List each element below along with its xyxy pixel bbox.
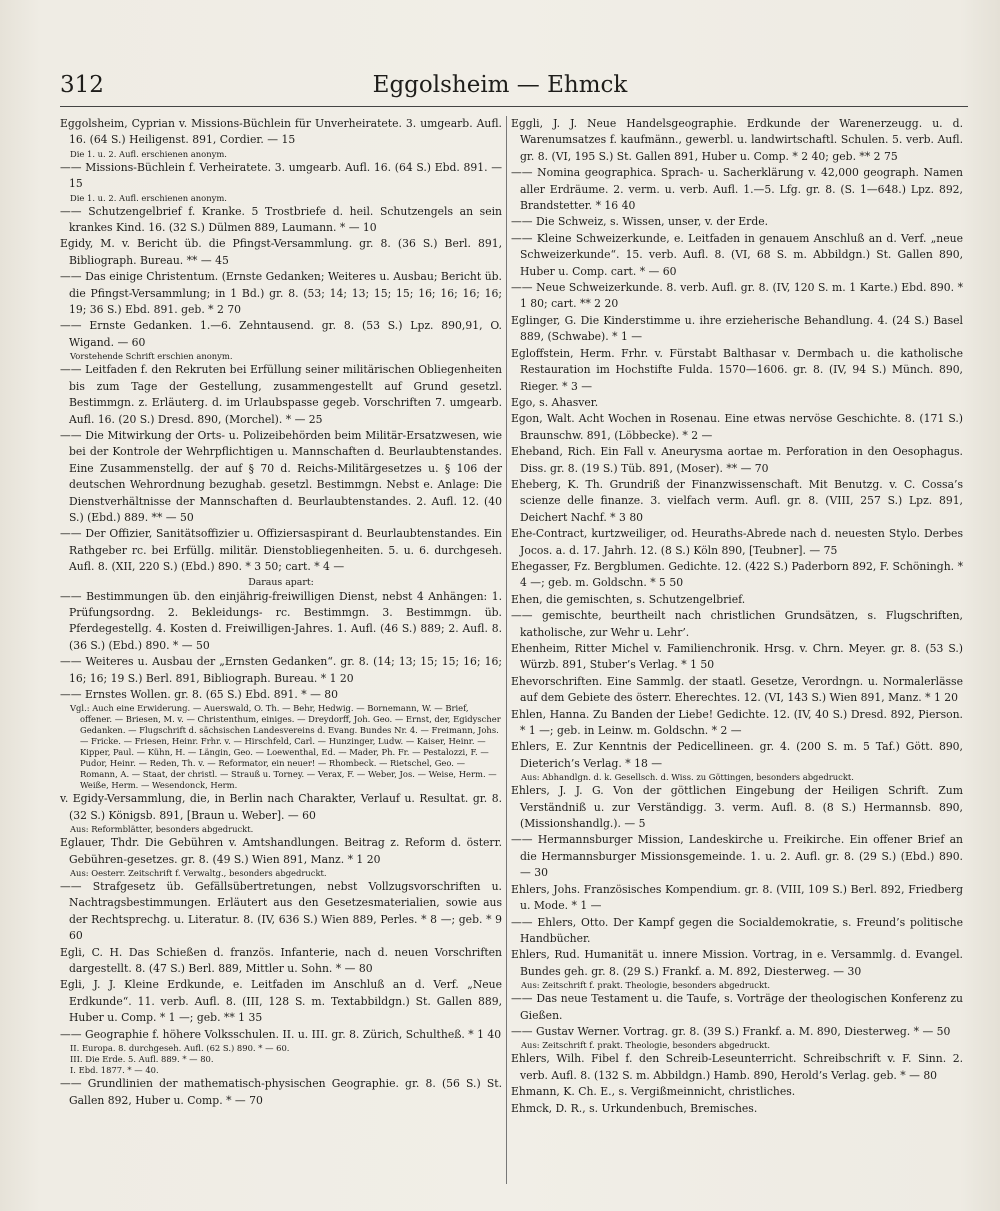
entry-note: Aus: Reformblätter, besonders abgedruckt. [70,824,254,835]
bibliography-entry: Ehmck, D. R., s. Urkundenbuch, Bremisches. [511,1101,758,1115]
bibliography-entry: —— Schutzengelbrief f. Kranke. 5 Trostbriefe d. heil. Schutzengels an sein krankes Kind. 16. (32 S.) Dülmen 889, Laumann. * — 10 [60,204,502,235]
bibliography-entry: —— Geographie f. höhere Volksschulen. II. u. III. gr. 8. Zürich, Schultheß. * 1 40 [60,1027,502,1041]
bibliography-entry: Egon, Walt. Acht Wochen in Rosenau. Eine etwas nervöse Geschichte. 8. (171 S.) Braunschw. 891, (Löbbecke). * 2 — [511,412,963,442]
page-number: 312 [60,72,104,98]
bibliography-entry: Ehlers, J. J. G. Von der göttlichen Eingebung der Heiligen Schrift. Zum Verständniß u. zur Verständigg. 3. verm. Aufl. 8. (8 S.) Hermannsb. 890, (Missionshandlg.). — 5 [511,784,963,831]
bibliography-entry: —— Die Schweiz, s. Wissen, unser, v. der Erde. [511,215,769,229]
header-rule [60,106,968,107]
section-heading: Daraus apart: [248,576,314,588]
bibliography-entry: —— Missions-Büchlein f. Verheiratete. 3. umgearb. Aufl. 16. (64 S.) Ebd. 891. — 15 [60,160,502,191]
bibliography-entry: —— Der Offizier, Sanitätsoffizier u. Offiziersaspirant d. Beurlaubtenstandes. Ein Rathgeber rc. bei Erfüllg. militär. Dienstobliegenheiten. 5. u. 6. durchgeseh. Aufl. 8. (XII, 220 S.) (Ebd.) 890. * 3 50; cart. * 4 — [60,527,502,574]
column-divider [506,116,507,1184]
bibliography-entry: Ehlers, Johs. Französisches Kompendium. gr. 8. (VIII, 109 S.) Berl. 892, Friedberg u. Mode. * 1 — [511,882,963,913]
left-column [60,116,502,1109]
bibliography-entry: Ehlen, Hanna. Zu Banden der Liebe! Gedichte. 12. (IV, 40 S.) Dresd. 892, Pierson. * 1 —; geb. in Leinw. m. Goldschn. * 2 — [511,707,963,738]
bibliography-entry: Ehlers, Rud. Humanität u. innere Mission. Vortrag, in e. Versammlg. d. Evangel. Bundes geh. gr. 8. (29 S.) Frankf. a. M. 892, Diesterweg. — 30 [511,948,963,978]
bibliography-entry: Eglauer, Thdr. Die Gebühren v. Amtshandlungen. Beitrag z. Reform d. österr. Gebühren-gesetzes. gr. 8. (49 S.) Wien 891, Manz. * 1 20 [60,836,502,866]
entry-note: Aus: Zeitschrift f. prakt. Theologie, besonders abgedruckt. [521,980,771,991]
bibliography-entry: —— Bestimmungen üb. den einjährig-freiwilligen Dienst, nebst 4 Anhängen: 1. Prüfungsordng. 2. Bekleidungs- rc. Bestimmgn. 3. Bestimmgn. üb. Pferdegestellg. 4. Kosten d. Freiwilligen-Jahres. 1. Aufl. (46 S.) 889; 2. Aufl. 8. (36 S.) (Ebd.) 890. * — 50 [60,589,502,652]
bibliography-entry: Ehlers, E. Zur Kenntnis der Pedicellineen. gr. 4. (200 S. m. 5 Taf.) Gött. 890, Dieterich’s Verlag. * 18 — [511,740,963,770]
entry-note: Die 1. u. 2. Aufl. erschienen anonym. [70,192,227,203]
bibliography-entry: Eheband, Rich. Ein Fall v. Aneurysma aortae m. Perforation in den Oesophagus. Diss. gr. 8. (19 S.) Tüb. 891, (Moser). ** — 70 [511,445,963,475]
right-column [511,116,963,1117]
bibliography-entry: —— Hermannsburger Mission, Landeskirche u. Freikirche. Ein offener Brief an die Hermannsburger Missionsgemeinde. 1. u. 2. Aufl. gr. 8. (29 S.) (Ebd.) 890. — 30 [511,833,963,880]
bibliography-entry: —— Strafgesetz üb. Gefällsübertretungen, nebst Vollzugsvorschriften u. Nachtragsbestimmungen. Erläutert aus den Gesetzesmaterialien, sowie aus der Rechtsprechg. u. Literatur. 8. (IV, 636 S.) Wien 889, Perles. * 8 —; geb. * 9 60 [60,880,502,943]
bibliography-entry: Eggli, J. J. Neue Handelsgeographie. Erdkunde der Warenerzeugg. u. d. Warenumsatzes f. kaufmänn., gewerbl. u. landwirtschaftl. Schulen. 5. verb. Aufl. gr. 8. (VI, 195 S.) St. Gallen 891, Huber u. Comp. * 2 40; geb. ** 2 75 [511,117,963,163]
entry-note: Aus: Abhandlgn. d. k. Gesellsch. d. Wiss. zu Göttingen, besonders abgedruckt. [521,772,854,783]
bibliography-entry: —— Die Mitwirkung der Orts- u. Polizeibehörden beim Militär-Ersatzwesen, wie bei der Kontrole der Wehrpflichtigen u. Mannschaften d. Beurlaubtenstandes. Eine Zusammenstellg. der auf § 70 d. Reichs-Militärgesetzes u. § 106 der deutschen Wehrordnung bezughab. gesetzl. Bestimmgn. Nebst e. Anlage: Die Dienstverhältnisse der Mannschaften d. Beurlaubtenstandes. 2. Aufl. 12. (40 S.) (Ebd.) 889. ** — 50 [60,428,502,524]
bibliography-entry: —— Ernstes Wollen. gr. 8. (65 S.) Ebd. 891. * — 80 [60,688,339,701]
bibliography-entry: Eheberg, K. Th. Grundriß der Finanzwissenschaft. Mit Benutzg. v. C. Cossa’s scienze delle finanze. 3. vielfach verm. Aufl. gr. 8. (VIII, 257 S.) Lpz. 891, Deichert Nachf. * 3 80 [511,477,963,524]
bibliography-entry: —— Das einige Christentum. (Ernste Gedanken; Weiteres u. Ausbau; Bericht üb. die Pfingst-Versammlung; in 1 Bd.) gr. 8. (53; 14; 13; 15; 15; 16; 16; 16; 16; 19; 36 S.) Ebd. 891. geb. * 2 70 [60,270,502,317]
bibliography-entry: —— Neue Schweizerkunde. 8. verb. Aufl. gr. 8. (IV, 120 S. m. 1 Karte.) Ebd. 890. * 1 80; cart. ** 2 20 [511,281,963,311]
bibliography-entry: Eggolsheim, Cyprian v. Missions-Büchlein für Unverheiratete. 3. umgearb. Aufl. 16. (64 S.) Heiligenst. 891, Cordier. — 15 [60,117,502,147]
bibliography-entry: —— Ehlers, Otto. Der Kampf gegen die Socialdemokratie, s. Freund’s politische Handbücher. [511,915,963,945]
entry-note: Vgl.: Auch eine Erwiderung. — Auerswald, O. Th. — Behr, Hedwig. — Bornemann, W. — Brief, offener. — Briesen, M. v. — Christenthum, einiges. — Dreydorff, Joh. Geo. — Ernst, der, Egidyscher Gedanken. — Flugschrift d. sächsischen Landesvereins d. Evang. Bundes Nr. 4. — Freimann, Johs. — Fricke. — Friesen, Heinr. Frhr. v. — Hirschfeld, Carl. — Hunzinger, Ludw. — Kaiser, Heinr. — Kipper, Paul. — Kühn, H. — Längin, Geo. — Loewenthal, Ed. — Mader, Ph. Fr. — Pestalozzi, F. — Pudor, Heinr. — Reden, Th. v. — Reformator, ein neuer! — Rhombeck. — Rietschel, Geo. — Romann, A. — Staat, der christl. — Strauß u. Torney. — Verax, F. — Weber, Jos. — Weise, Herm. — Weiße, Herm. — Wesendonck, Herm. [70,703,501,791]
bibliography-entry: Ehen, die gemischten, s. Schutzengelbrief. [511,592,746,606]
entry-note: Aus: Zeitschrift f. prakt. Theologie, besonders abgedruckt. [521,1040,771,1051]
bibliography-entry: —— Leitfaden f. den Rekruten bei Erfüllung seiner militärischen Obliegenheiten bis zum Tage der Gestellung, zusammengestellt auf Grund gesetzl. Bestimmgn. z. Erläuterg. d. im Urlaubspasse gegeb. Vorschriften 7. umgearb. Aufl. 16. (20 S.) Dresd. 890, (Morchel). * — 25 [60,363,502,426]
bibliography-entry: Eglinger, G. Die Kinderstimme u. ihre erzieherische Behandlung. 4. (24 S.) Basel 889, (Schwabe). * 1 — [511,313,963,344]
bibliography-entry: —— gemischte, beurtheilt nach christlichen Grundsätzen, s. Flugschriften, katholische, zur Wehr u. Lehr’. [511,609,963,639]
bibliography-entry: —— Nomina geographica. Sprach- u. Sacherklärung v. 42,000 geograph. Namen aller Erdräume. 2. verm. u. verb. Aufl. 1.—5. Lfg. gr. 8. (S. 1—648.) Lpz. 892, Brandstetter. * 16 40 [511,166,963,213]
bibliography-entry: v. Egidy-Versammlung, die, in Berlin nach Charakter, Verlauf u. Resultat. gr. 8. (32 S.) Königsb. 891, [Braun u. Weber]. — 60 [60,792,502,822]
bibliography-entry: —— Das neue Testament u. die Taufe, s. Vorträge der theologischen Konferenz zu Gießen. [511,992,963,1022]
entry-note: II. Europa. 8. durchgeseh. Aufl. (62 S.) 890. * — 60. [70,1043,290,1054]
entry-note: Vorstehende Schrift erschien anonym. [70,351,233,362]
bibliography-entry: —— Ernste Gedanken. 1.—6. Zehntausend. gr. 8. (53 S.) Lpz. 890,91, O. Wigand. — 60 [60,319,502,349]
entry-note: Die 1. u. 2. Aufl. erschienen anonym. [70,148,227,159]
bibliography-entry: Egli, C. H. Das Schießen d. französ. Infanterie, nach d. neuen Vorschriften dargestellt. 8. (47 S.) Berl. 889, Mittler u. Sohn. * — 80 [60,945,502,976]
bibliography-entry: Egli, J. J. Kleine Erdkunde, e. Leitfaden im Anschluß an d. Verf. „Neue Erdkunde“. 11. verb. Aufl. 8. (III, 128 S. m. Textabbildgn.) St. Gallen 889, Huber u. Comp. * 1 —; geb. ** 1 35 [60,978,502,1025]
bibliography-entry: Ehenheim, Ritter Michel v. Familienchronik. Hrsg. v. Chrn. Meyer. gr. 8. (53 S.) Würzb. 891, Stuber’s Verlag. * 1 50 [511,642,963,672]
bibliography-entry: Ehegasser, Fz. Bergblumen. Gedichte. 12. (422 S.) Paderborn 892, F. Schöningh. * 4 —; geb. m. Goldschn. * 5 50 [511,559,963,590]
bibliography-entry: —— Gustav Werner. Vortrag. gr. 8. (39 S.) Frankf. a. M. 890, Diesterweg. * — 50 [511,1024,951,1038]
page-title: Eggolsheim — Ehmck [372,72,628,98]
bibliography-entry: Ehmann, K. Ch. E., s. Vergißmeinnicht, christliches. [511,1085,796,1099]
entry-note: III. Die Erde. 5. Aufl. 889. * — 80. [70,1054,214,1065]
bibliography-entry: —— Kleine Schweizerkunde, e. Leitfaden in genauem Anschluß an d. Verf. „neue Schweizerkunde“. 15. verb. Aufl. 8. (VI, 68 S. m. Abbildgn.) St. Gallen 890, Huber u. Comp. cart. * — 60 [511,231,963,278]
entry-note: Aus: Oesterr. Zeitschrift f. Verwaltg., besonders abgedruckt. [70,868,327,879]
bibliography-entry: Egidy, M. v. Bericht üb. die Pfingst-Versammlung. gr. 8. (36 S.) Berl. 891, Bibliograph. Bureau. ** — 45 [60,237,502,267]
bibliography-entry: Ehlers, Wilh. Fibel f. den Schreib-Leseunterricht. Schreibschrift v. F. Sinn. 2. verb. Aufl. 8. (132 S. m. Abbildgn.) Hamb. 890, Herold’s Verlag. geb. * — 80 [511,1052,963,1082]
bibliography-entry: —— Weiteres u. Ausbau der „Ernsten Gedanken“. gr. 8. (14; 13; 15; 15; 16; 16; 16; 16; 19 S.) Berl. 891, Bibliograph. Bureau. * 1 20 [60,655,502,685]
bibliography-entry: —— Grundlinien der mathematisch-physischen Geographie. gr. 8. (56 S.) St. Gallen 892, Huber u. Comp. * — 70 [60,1077,502,1107]
entry-note: I. Ebd. 1877. * — 40. [70,1065,159,1076]
bibliography-entry: Ehevorschriften. Eine Sammlg. der staatl. Gesetze, Verordngn. u. Normalerlässe auf dem Gebiete des österr. Eherechtes. 12. (VI, 143 S.) Wien 891, Manz. * 1 20 [511,674,963,705]
bibliography-entry: Egloffstein, Herm. Frhr. v. Fürstabt Balthasar v. Dermbach u. die katholische Restauration im Hochstifte Fulda. 1570—1606. gr. 8. (IV, 94 S.) Münch. 890, Rieger. * 3 — [511,346,963,393]
bibliography-entry: Ehe-Contract, kurtzweiliger, od. Heuraths-Abrede nach d. neuesten Stylo. Derbes Jocos. a. d. 17. Jahrh. 12. (8 S.) Köln 890, [Teubner]. — 75 [511,527,963,557]
bibliography-entry: Ego, s. Ahasver. [511,395,599,409]
